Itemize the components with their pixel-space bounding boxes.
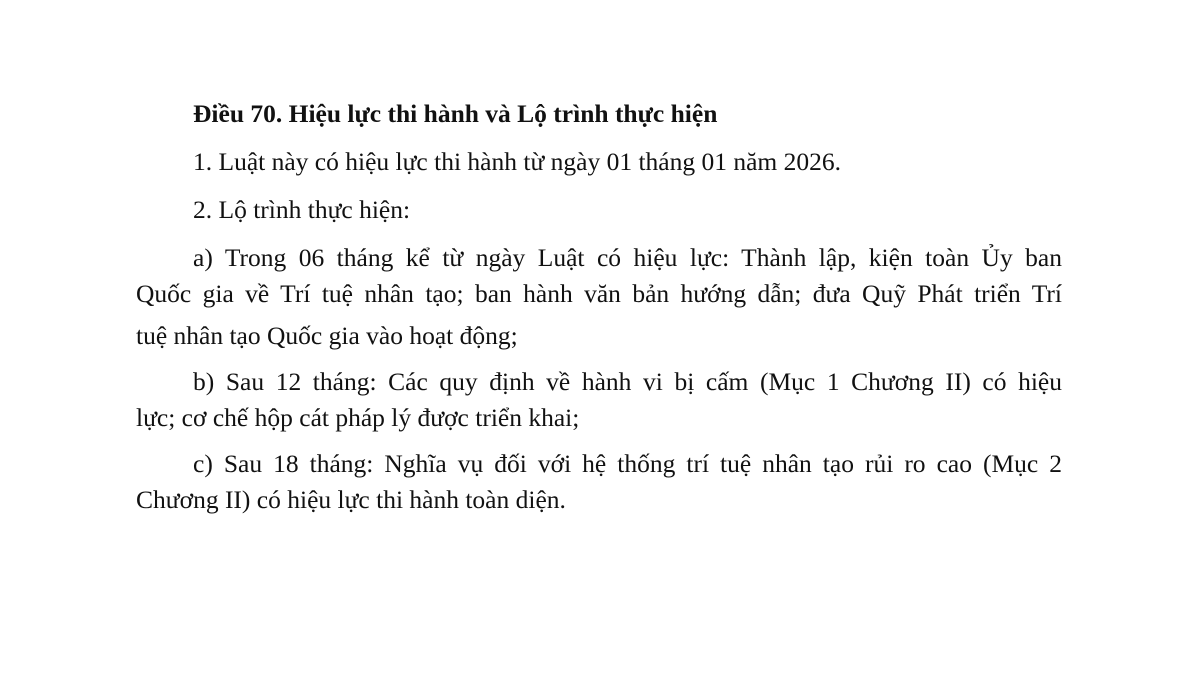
article-heading: Điều 70. Hiệu lực thi hành và Lộ trình thực hiện bbox=[193, 99, 718, 128]
point-c bbox=[136, 446, 1062, 518]
point-b-line-2: lực; cơ chế hộp cát pháp lý được triển khai; bbox=[136, 403, 580, 432]
legal-document bbox=[136, 96, 1062, 518]
point-a bbox=[136, 240, 1062, 354]
clause-1: 1. Luật này có hiệu lực thi hành từ ngày 01 tháng 01 năm 2026. bbox=[193, 147, 842, 176]
point-c-line-1: c) Sau 18 tháng: Nghĩa vụ đối với hệ thống trí tuệ nhân tạo rủi ro cao (Mục 2 bbox=[193, 449, 1062, 478]
point-b-line-1: b) Sau 12 tháng: Các quy định về hành vi bị cấm (Mục 1 Chương II) có hiệu bbox=[193, 367, 1062, 396]
point-a-line-2: Quốc gia về Trí tuệ nhân tạo; ban hành văn bản hướng dẫn; đưa Quỹ Phát triển Trí bbox=[136, 279, 1062, 308]
clause-2: 2. Lộ trình thực hiện: bbox=[193, 195, 411, 224]
point-a-line-1: a) Trong 06 tháng kể từ ngày Luật có hiệu lực: Thành lập, kiện toàn Ủy ban bbox=[193, 243, 1062, 272]
point-c-line-2: Chương II) có hiệu lực thi hành toàn diện. bbox=[136, 485, 566, 514]
point-b bbox=[136, 364, 1062, 436]
point-a-line-3: tuệ nhân tạo Quốc gia vào hoạt động; bbox=[136, 321, 518, 350]
